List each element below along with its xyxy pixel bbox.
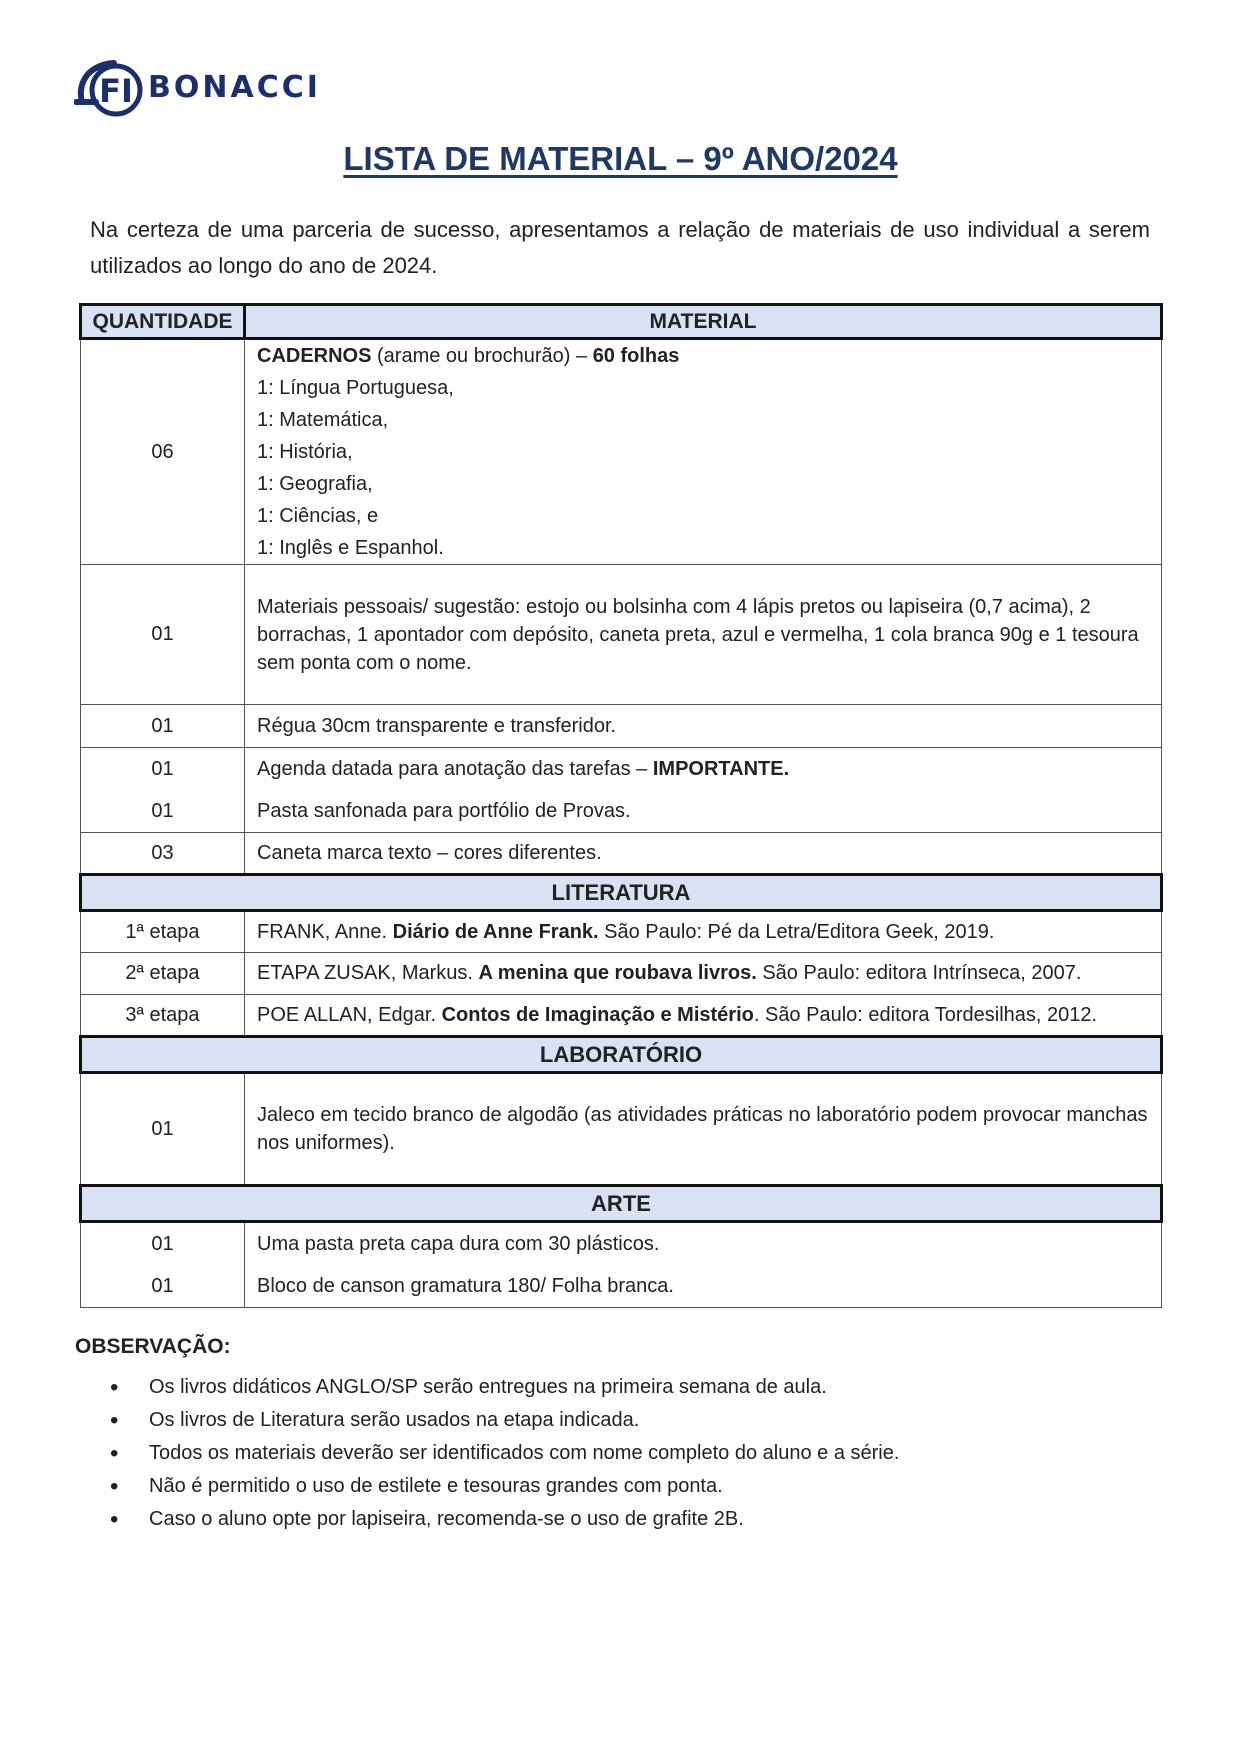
qty-cell: 01 bbox=[151, 1275, 174, 1297]
page-title: LISTA DE MATERIAL – 9º ANO/2024 bbox=[343, 140, 898, 177]
material-text: Agenda datada para anotação das tarefas – IMPORTANTE. bbox=[257, 758, 790, 780]
material-text: Bloco de canson gramatura 180/ Folha branca. bbox=[257, 1275, 674, 1297]
qty-cell: 03 bbox=[81, 833, 245, 875]
table-header-row bbox=[81, 305, 1162, 339]
etapa-cell: 3ª etapa bbox=[81, 995, 245, 1037]
svg-text:FI: FI bbox=[99, 72, 133, 110]
fibonacci-logo bbox=[74, 56, 321, 118]
bullet-icon: • bbox=[110, 1407, 119, 1434]
bullet-icon: • bbox=[110, 1473, 119, 1500]
table-row-regua bbox=[81, 705, 1162, 748]
list-item: • Caso o aluno opte por lapiseira, recomenda-se o uso de grafite 2B. bbox=[110, 1503, 899, 1536]
table-row-cadernos bbox=[81, 339, 1162, 565]
list-item: • Não é permitido o uso de estilete e tesouras grandes com ponta. bbox=[110, 1470, 899, 1503]
bullet-icon: • bbox=[110, 1374, 119, 1401]
material-text: Uma pasta preta capa dura com 30 plásticos. bbox=[257, 1233, 660, 1255]
section-header-laboratorio bbox=[81, 1037, 1162, 1073]
table-row-literatura bbox=[81, 995, 1162, 1037]
column-header-material: MATERIAL bbox=[245, 305, 1162, 339]
book-reference: FRANK, Anne. Diário de Anne Frank. São Paulo: Pé da Letra/Editora Geek, 2019. bbox=[245, 911, 1162, 953]
table-row-materiais-pessoais bbox=[81, 565, 1162, 705]
material-text: Pasta sanfonada para portfólio de Provas. bbox=[257, 800, 631, 822]
material-text: Jaleco em tecido branco de algodão (as atividades práticas no laboratório podem provocar manchas nos uniformes). bbox=[257, 1104, 1148, 1154]
list-item: 1: Língua Portuguesa, bbox=[257, 377, 454, 399]
etapa-cell: 1ª etapa bbox=[81, 911, 245, 953]
qty-cell: 06 bbox=[81, 339, 245, 565]
column-header-quantidade: QUANTIDADE bbox=[81, 305, 245, 339]
material-text: Materiais pessoais/ sugestão: estojo ou bolsinha com 4 lápis pretos ou lapiseira (0,7 acima), 2 borrachas, 1 apontador com depósito, caneta preta, azul e vermelha, 1 cola branca 90g e 1 tesoura sem ponta com o nome. bbox=[257, 595, 1139, 674]
list-item: 1: Ciências, e bbox=[257, 505, 379, 527]
material-cell-cadernos bbox=[245, 339, 1162, 565]
list-item: • Os livros didáticos ANGLO/SP serão entregues na primeira semana de aula. bbox=[110, 1371, 899, 1404]
qty-cell: 01 bbox=[81, 1073, 245, 1186]
table-row-literatura bbox=[81, 953, 1162, 995]
section-header-arte bbox=[81, 1186, 1162, 1222]
observacao-heading: OBSERVAÇÃO: bbox=[75, 1335, 231, 1358]
list-item: 1: Inglês e Espanhol. bbox=[257, 537, 444, 559]
table-row-literatura bbox=[81, 911, 1162, 953]
list-item: • Os livros de Literatura serão usados na etapa indicada. bbox=[110, 1404, 899, 1437]
bullet-icon: • bbox=[110, 1440, 119, 1467]
section-title: ARTE bbox=[81, 1186, 1162, 1222]
book-reference: ETAPA ZUSAK, Markus. A menina que roubava livros. São Paulo: editora Intrínseca, 2007. bbox=[245, 953, 1162, 995]
material-text: Régua 30cm transparente e transferidor. bbox=[245, 705, 1162, 748]
qty-cell: 01 bbox=[81, 565, 245, 705]
book-reference: POE ALLAN, Edgar. Contos de Imaginação e Mistério. São Paulo: editora Tordesilhas, 2012. bbox=[245, 995, 1162, 1037]
observacao-list bbox=[110, 1371, 899, 1536]
qty-cell: 01 bbox=[151, 1233, 174, 1255]
list-item: 1: História, bbox=[257, 441, 353, 463]
qty-cell: 01 bbox=[151, 758, 174, 780]
cadernos-heading: CADERNOS (arame ou brochurão) – 60 folhas bbox=[257, 345, 680, 367]
section-title: LITERATURA bbox=[81, 875, 1162, 911]
etapa-cell: 2ª etapa bbox=[81, 953, 245, 995]
fibonacci-emblem-icon bbox=[74, 56, 144, 118]
list-item: • Todos os materiais deverão ser identificados com nome completo do aluno e a série. bbox=[110, 1437, 899, 1470]
qty-cell: 01 bbox=[81, 705, 245, 748]
material-table bbox=[79, 303, 1163, 1308]
list-item: 1: Geografia, bbox=[257, 473, 373, 495]
section-header-literatura bbox=[81, 875, 1162, 911]
logo-wordmark: BONACCI bbox=[148, 69, 321, 105]
table-row-caneta bbox=[81, 833, 1162, 875]
table-row-arte bbox=[81, 1222, 1162, 1308]
bullet-icon: • bbox=[110, 1506, 119, 1533]
section-title: LABORATÓRIO bbox=[81, 1037, 1162, 1073]
qty-cell: 01 bbox=[151, 800, 174, 822]
table-row-agenda-pasta bbox=[81, 748, 1162, 833]
material-text: Caneta marca texto – cores diferentes. bbox=[245, 833, 1162, 875]
list-item: 1: Matemática, bbox=[257, 409, 389, 431]
intro-paragraph: Na certeza de uma parceria de sucesso, apresentamos a relação de materiais de uso individual a serem utilizados ao longo do ano de 2024. bbox=[90, 217, 1150, 278]
table-row-laboratorio bbox=[81, 1073, 1162, 1186]
